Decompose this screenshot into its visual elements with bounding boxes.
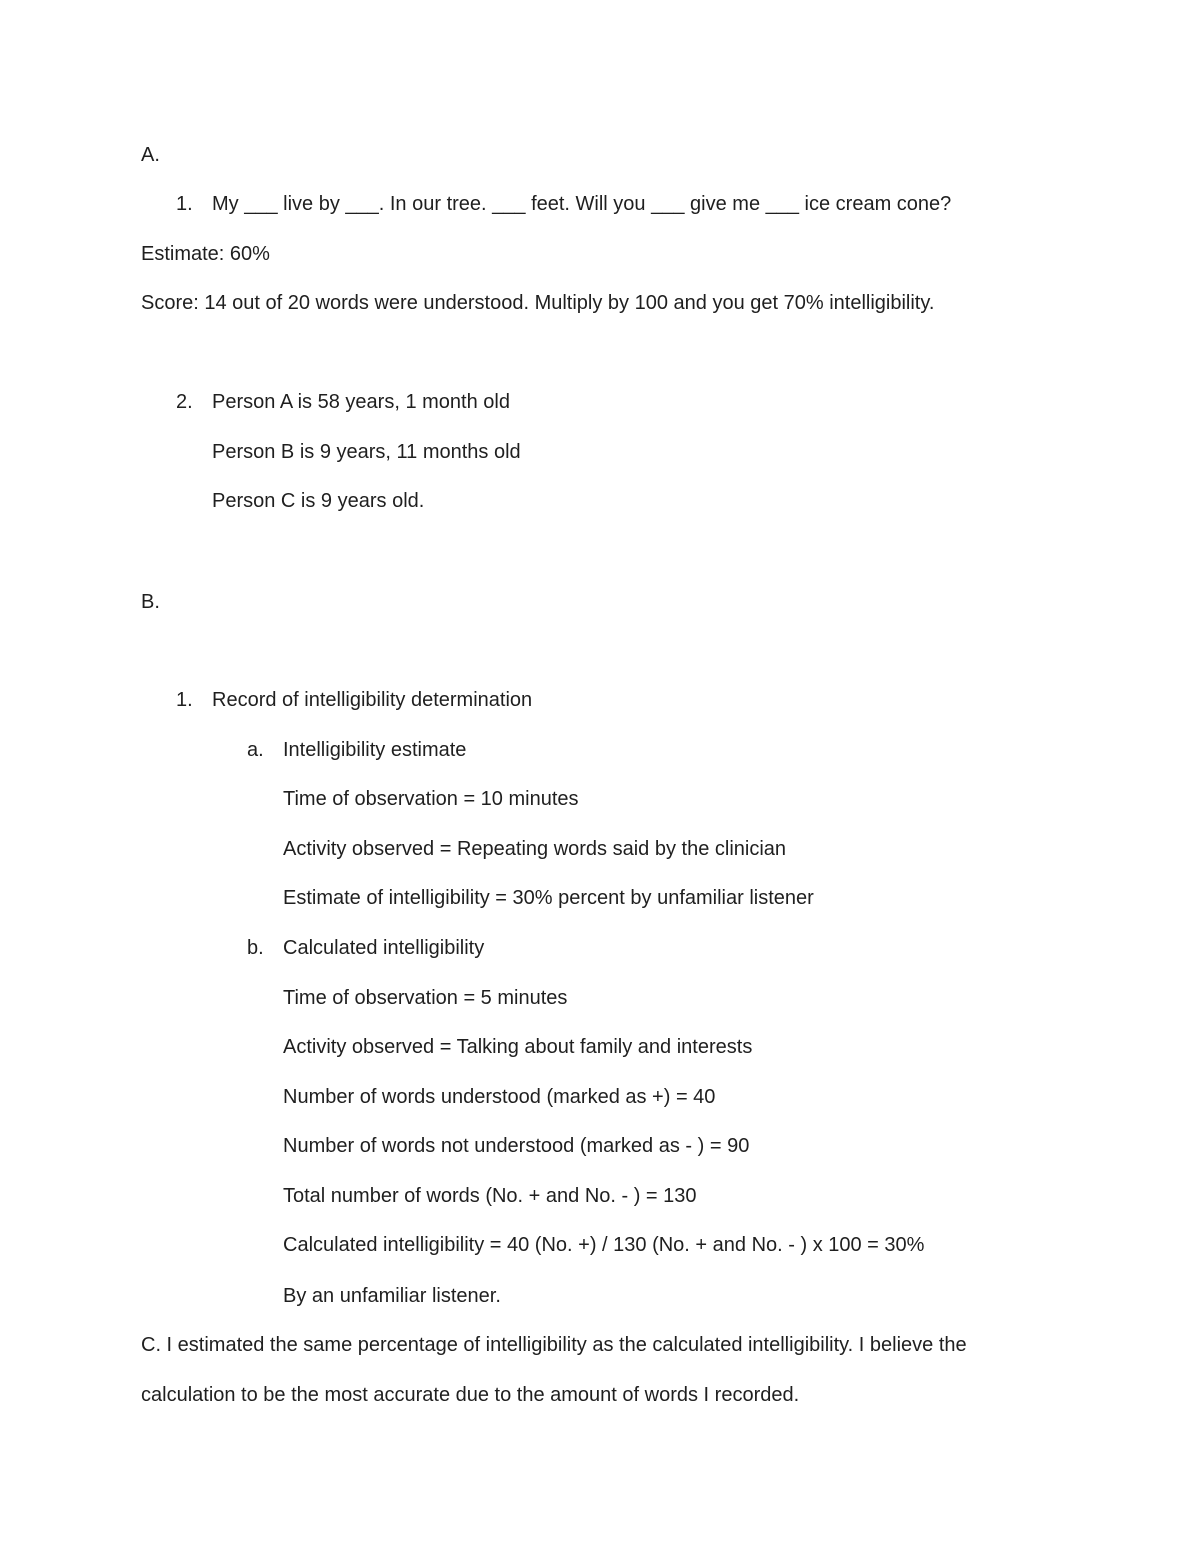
- section-a-score: Score: 14 out of 20 words were understood. Multiply by 100 and you get 70% intelligibility.: [141, 292, 935, 314]
- section-a-item2-line: Person C is 9 years old.: [212, 490, 425, 512]
- section-b-sub-b-line: Time of observation = 5 minutes: [283, 987, 568, 1009]
- section-a-item2-number: 2.: [176, 391, 193, 413]
- section-b-sub-b-letter: b.: [247, 937, 264, 959]
- section-b-sub-a-line: Time of observation = 10 minutes: [283, 788, 579, 810]
- section-b-heading: B.: [141, 591, 160, 613]
- section-b-item1-number: 1.: [176, 689, 193, 711]
- section-a-heading: A.: [141, 144, 160, 166]
- section-b-sub-b-line: Number of words not understood (marked as - ) = 90: [283, 1135, 750, 1157]
- section-b-sub-a-title: Intelligibility estimate: [283, 739, 467, 761]
- section-b-sub-b-line: Total number of words (No. + and No. - ) = 130: [283, 1185, 697, 1207]
- section-a-item1-number: 1.: [176, 193, 193, 215]
- section-b-item1-text: Record of intelligibility determination: [212, 689, 533, 711]
- section-b-sub-b-line: Number of words understood (marked as +) = 40: [283, 1086, 716, 1108]
- section-a-item1-text: My ___ live by ___. In our tree. ___ feet. Will you ___ give me ___ ice cream cone?: [212, 193, 952, 215]
- section-b-sub-a-line: Estimate of intelligibility = 30% percent by unfamiliar listener: [283, 887, 814, 909]
- section-b-sub-b-title: Calculated intelligibility: [283, 937, 485, 959]
- section-b-sub-b-line: By an unfamiliar listener.: [283, 1285, 501, 1307]
- section-b-sub-b-line: Calculated intelligibility = 40 (No. +) / 130 (No. + and No. - ) x 100 = 30%: [283, 1234, 925, 1256]
- section-a-estimate: Estimate: 60%: [141, 243, 270, 265]
- section-b-sub-a-line: Activity observed = Repeating words said by the clinician: [283, 838, 787, 860]
- section-b-sub-b-line: Activity observed = Talking about family and interests: [283, 1036, 753, 1058]
- section-c-line: C. I estimated the same percentage of intelligibility as the calculated intelligibility. I believe the: [141, 1334, 967, 1356]
- section-c-line: calculation to be the most accurate due to the amount of words I recorded.: [141, 1384, 800, 1406]
- section-a-item2-line: Person B is 9 years, 11 months old: [212, 441, 521, 463]
- section-b-sub-a-letter: a.: [247, 739, 264, 761]
- section-a-item2-line: Person A is 58 years, 1 month old: [212, 391, 510, 413]
